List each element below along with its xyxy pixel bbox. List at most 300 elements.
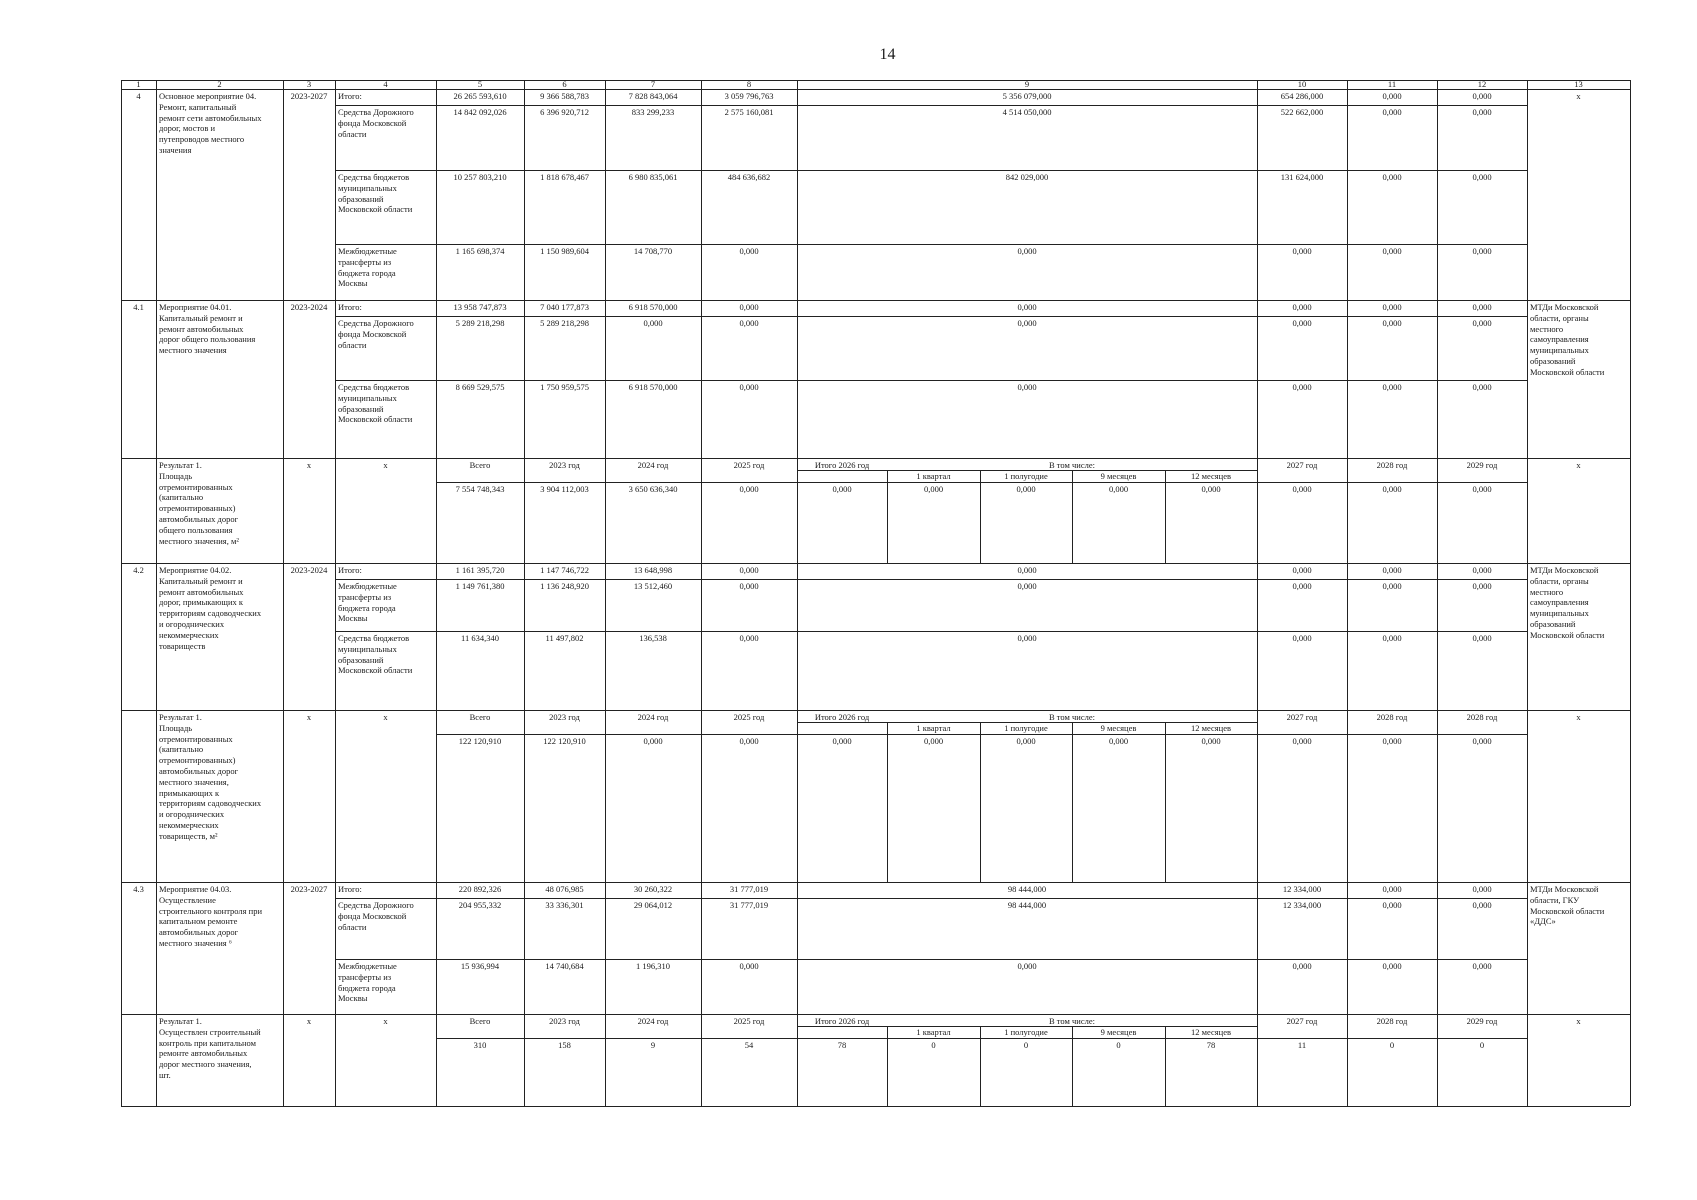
- amount-total: 14 842 092,026: [453, 107, 507, 117]
- result-header-including: В том числе:: [1049, 460, 1095, 470]
- table-rule: [121, 1106, 1630, 1107]
- table-rule: [121, 89, 1630, 90]
- amount-2023: 1 147 746,722: [540, 565, 589, 575]
- column-number: 5: [477, 79, 483, 89]
- result-value-2025: 0,000: [739, 736, 759, 746]
- table-rule: [1630, 300, 1631, 458]
- column-number: 10: [1297, 79, 1307, 89]
- table-rule: [436, 300, 437, 458]
- result-value-2023: 158: [558, 1040, 571, 1050]
- result-source-x: х: [383, 1016, 388, 1026]
- funding-source-label: Итого:: [338, 91, 362, 101]
- amount-2024: 6 918 570,000: [628, 382, 678, 392]
- amount-2027: 12 334,000: [1282, 884, 1322, 894]
- funding-source-label: Межбюджетные трансферты из бюджета города Москвы: [338, 961, 397, 1004]
- amount-total: 1 165 698,374: [455, 246, 505, 256]
- result-source-x: х: [383, 460, 388, 470]
- table-rule: [335, 458, 336, 563]
- table-rule: [283, 89, 284, 300]
- table-rule: [121, 882, 1630, 883]
- result-header-2025: 2025 год: [733, 712, 765, 722]
- table-rule: [121, 458, 1630, 459]
- column-number: 8: [746, 79, 752, 89]
- table-rule: [1630, 458, 1631, 563]
- table-rule: [156, 1014, 157, 1106]
- table-rule: [1630, 563, 1631, 710]
- result-header-q1: 1 квартал: [916, 723, 951, 733]
- table-rule: [436, 1038, 1527, 1039]
- result-value-2026: 0,000: [832, 484, 852, 494]
- amount-total: 5 289 218,298: [455, 318, 505, 328]
- amount-2028: 0,000: [1382, 884, 1402, 894]
- result-header-2024: 2024 год: [637, 1016, 669, 1026]
- amount-2025: 0,000: [739, 318, 759, 328]
- amount-2024: 6 980 835,061: [628, 172, 678, 182]
- result-header-q1: 1 квартал: [916, 471, 951, 481]
- amount-2024: 13 512,460: [633, 581, 673, 591]
- column-number: 13: [1574, 79, 1583, 89]
- result-header-2028: 2028 год: [1376, 460, 1408, 470]
- table-rule: [797, 563, 798, 710]
- amount-2025: 0,000: [739, 633, 759, 643]
- table-rule: [1257, 563, 1258, 710]
- table-rule: [701, 710, 702, 882]
- amount-2027: 0,000: [1292, 318, 1312, 328]
- result-header-2026-total: Итого 2026 год: [814, 460, 870, 470]
- result-header-2029: 2029 год: [1466, 460, 1498, 470]
- result-header-9m: 9 месяцев: [1100, 471, 1137, 481]
- table-rule: [1630, 710, 1631, 882]
- table-rule: [283, 1014, 284, 1106]
- result-period-x: х: [306, 712, 312, 722]
- table-rule: [335, 105, 1527, 106]
- table-rule: [797, 1014, 798, 1106]
- result-header-9m: 9 месяцев: [1100, 1027, 1137, 1037]
- amount-total: 26 265 593,610: [453, 91, 507, 101]
- table-rule: [701, 300, 702, 458]
- table-rule: [121, 300, 122, 458]
- amount-2025: 0,000: [739, 246, 759, 256]
- amount-2025: 484 636,682: [727, 172, 771, 182]
- amount-2024: 136,538: [639, 633, 667, 643]
- amount-2023: 7 040 177,873: [540, 302, 589, 312]
- result-header-2026-total: Итого 2026 год: [814, 712, 870, 722]
- funding-source-label: Средства Дорожного фонда Московской области: [338, 318, 414, 350]
- amount-2029: 0,000: [1472, 633, 1492, 643]
- result-value-h1: 0,000: [1016, 736, 1036, 746]
- row-number: 4.1: [133, 302, 144, 312]
- table-rule: [121, 710, 1630, 711]
- result-value-2024: 9: [650, 1040, 656, 1050]
- table-rule: [605, 300, 606, 458]
- result-header-h1: 1 полугодие: [1004, 1027, 1048, 1037]
- activity-name: Мероприятие 04.03. Осуществление строительного контроля при капитальном ремонте автомобильных дорог местного значения ⁶: [159, 884, 263, 948]
- table-rule: [1527, 563, 1528, 710]
- table-rule: [121, 710, 122, 882]
- result-header-2024: 2024 год: [637, 460, 669, 470]
- amount-2029: 0,000: [1472, 246, 1492, 256]
- result-header-2027: 2027 год: [1286, 1016, 1318, 1026]
- table-rule: [1527, 458, 1528, 563]
- table-rule: [605, 882, 606, 1014]
- table-rule: [524, 458, 525, 563]
- table-rule: [335, 959, 1527, 960]
- result-value-total: 310: [473, 1040, 487, 1050]
- amount-total: 220 892,326: [458, 884, 502, 894]
- page-number: 14: [879, 46, 896, 63]
- result-value-total: 122 120,910: [458, 736, 502, 746]
- amount-2029: 0,000: [1472, 565, 1492, 575]
- amount-2029: 0,000: [1472, 172, 1492, 182]
- amount-2027: 522 662,000: [1280, 107, 1324, 117]
- amount-2029: 0,000: [1472, 302, 1492, 312]
- result-header-total: Всего: [469, 712, 491, 722]
- result-value-h1: 0: [1023, 1040, 1029, 1050]
- amount-2025: 3 059 796,763: [724, 91, 774, 101]
- row-number: 4.2: [133, 565, 144, 575]
- amount-2029: 0,000: [1472, 961, 1492, 971]
- amount-2028: 0,000: [1382, 318, 1402, 328]
- row-number: 4.3: [133, 884, 144, 894]
- amount-2027: 654 286,000: [1280, 91, 1324, 101]
- amount-2028: 0,000: [1382, 900, 1402, 910]
- result-value-9m: 0: [1116, 1040, 1121, 1050]
- table-rule: [980, 470, 981, 563]
- table-rule: [797, 458, 798, 563]
- table-rule: [436, 89, 437, 300]
- table-rule: [1347, 89, 1348, 300]
- table-rule: [156, 458, 157, 563]
- result-header-2029: 2028 год: [1466, 712, 1498, 722]
- table-rule: [1437, 458, 1438, 563]
- result-value-2028: 0,000: [1382, 736, 1402, 746]
- result-value-2027: 0,000: [1292, 736, 1312, 746]
- table-rule: [1437, 563, 1438, 710]
- funding-source-label: Итого:: [338, 302, 362, 312]
- amount-2023: 1 136 248,920: [540, 581, 589, 591]
- table-rule: [1527, 1014, 1528, 1106]
- table-rule: [701, 563, 702, 710]
- implementation-period: 2023-2027: [290, 884, 328, 894]
- result-value-9m: 0,000: [1108, 484, 1129, 494]
- table-rule: [1347, 458, 1348, 563]
- table-rule: [524, 89, 525, 300]
- table-rule: [436, 734, 1527, 735]
- amount-total: 13 958 747,873: [453, 302, 507, 312]
- column-number: 4: [383, 79, 388, 89]
- table-rule: [524, 882, 525, 1014]
- amount-2023: 6 396 920,712: [540, 107, 589, 117]
- funding-source-label: Средства Дорожного фонда Московской области: [338, 900, 414, 932]
- amount-2026: 0,000: [1017, 633, 1037, 643]
- table-rule: [605, 1014, 606, 1106]
- table-rule: [797, 300, 798, 458]
- amount-2026: 0,000: [1017, 246, 1037, 256]
- amount-2024: 0,000: [643, 318, 663, 328]
- table-rule: [335, 316, 1527, 317]
- table-rule: [1072, 722, 1073, 882]
- result-header-2028: 2028 год: [1376, 712, 1408, 722]
- amount-2025: 0,000: [739, 581, 759, 591]
- table-rule: [980, 1026, 981, 1106]
- funding-source-label: Средства бюджетов муниципальных образований Московской области: [338, 633, 413, 676]
- table-rule: [436, 882, 437, 1014]
- result-period-x: х: [306, 1016, 312, 1026]
- amount-total: 10 257 803,210: [453, 172, 507, 182]
- amount-2028: 0,000: [1382, 246, 1402, 256]
- column-number: 11: [1387, 79, 1397, 89]
- responsible-executor: МТДи Московской области, органы местного самоуправления муниципальных образований Московской области: [1530, 302, 1605, 377]
- result-header-total: Всего: [469, 1016, 491, 1026]
- table-rule: [1630, 80, 1631, 89]
- activity-name: Основное мероприятие 04. Ремонт, капитальный ремонт сети автомобильных дорог, мостов и путепроводов местного значения: [159, 91, 262, 155]
- result-header-2025: 2025 год: [733, 1016, 765, 1026]
- amount-2027: 0,000: [1292, 581, 1312, 591]
- table-rule: [335, 563, 336, 710]
- funding-source-label: Средства бюджетов муниципальных образований Московской области: [338, 382, 413, 425]
- table-rule: [605, 89, 606, 300]
- table-rule: [335, 710, 336, 882]
- table-rule: [605, 710, 606, 882]
- result-header-including: В том числе:: [1049, 712, 1095, 722]
- amount-2028: 0,000: [1382, 172, 1402, 182]
- column-number: 6: [562, 79, 567, 89]
- amount-2027: 0,000: [1292, 302, 1312, 312]
- table-rule: [1437, 882, 1438, 1014]
- result-value-2023: 122 120,910: [543, 736, 586, 746]
- amount-2024: 14 708,770: [633, 246, 673, 256]
- result-value-2027: 0,000: [1292, 484, 1312, 494]
- table-rule: [1347, 710, 1348, 882]
- table-rule: [1527, 710, 1528, 882]
- amount-2024: 833 299,233: [631, 107, 675, 117]
- table-rule: [156, 563, 157, 710]
- table-rule: [121, 1014, 122, 1106]
- amount-2025: 2 575 160,081: [724, 107, 774, 117]
- result-header-h1: 1 полугодие: [1004, 723, 1048, 733]
- result-header-including: В том числе:: [1049, 1016, 1095, 1026]
- table-rule: [524, 710, 525, 882]
- amount-2026: 98 444,000: [1007, 900, 1047, 910]
- funding-source-label: Итого:: [338, 884, 362, 894]
- table-rule: [121, 458, 122, 563]
- result-value-12m: 0,000: [1201, 736, 1221, 746]
- amount-2028: 0,000: [1382, 91, 1402, 101]
- result-header-2024: 2024 год: [637, 712, 669, 722]
- result-header-12m: 12 месяцев: [1190, 723, 1231, 733]
- amount-2029: 0,000: [1472, 318, 1492, 328]
- amount-2023: 11 497,802: [545, 633, 584, 643]
- table-rule: [1257, 89, 1258, 300]
- result-value-2025: 54: [744, 1040, 754, 1050]
- table-rule: [335, 882, 336, 1014]
- amount-2025: 31 777,019: [729, 884, 769, 894]
- amount-total: 11 634,340: [461, 633, 499, 643]
- amount-2028: 0,000: [1382, 633, 1402, 643]
- amount-2023: 33 336,301: [545, 900, 584, 910]
- table-rule: [335, 631, 1527, 632]
- result-header-2023: 2023 год: [549, 1016, 580, 1026]
- amount-2025: 0,000: [739, 961, 759, 971]
- table-rule: [283, 300, 284, 458]
- amount-total: 204 955,332: [458, 900, 502, 910]
- table-rule: [1072, 1026, 1073, 1106]
- amount-2029: 0,000: [1472, 107, 1492, 117]
- table-rule: [701, 882, 702, 1014]
- table-rule: [436, 482, 1527, 483]
- amount-2028: 0,000: [1382, 581, 1402, 591]
- column-number: 2: [217, 79, 222, 89]
- result-executor-x: х: [1576, 460, 1581, 470]
- table-rule: [335, 898, 1527, 899]
- amount-2029: 0,000: [1472, 91, 1492, 101]
- amount-2024: 30 260,322: [633, 884, 673, 894]
- table-rule: [980, 722, 981, 882]
- amount-2026: 842 029,000: [1005, 172, 1049, 182]
- amount-2027: 0,000: [1292, 382, 1312, 392]
- table-rule: [1630, 882, 1631, 1014]
- amount-2026: 4 514 050,000: [1002, 107, 1052, 117]
- amount-2023: 48 076,985: [545, 884, 584, 894]
- result-value-9m: 0,000: [1108, 736, 1129, 746]
- result-value-2028: 0,000: [1382, 484, 1402, 494]
- activity-name: Мероприятие 04.01. Капитальный ремонт и ремонт автомобильных дорог общего пользования местного значения: [159, 302, 256, 356]
- amount-2026: 0,000: [1017, 382, 1037, 392]
- result-value-2029: 0,000: [1472, 484, 1492, 494]
- table-rule: [1437, 300, 1438, 458]
- result-executor-x: х: [1576, 712, 1581, 722]
- table-rule: [1347, 1014, 1348, 1106]
- table-rule: [1347, 563, 1348, 710]
- amount-2025: 31 777,019: [729, 900, 769, 910]
- result-value-q1: 0,000: [923, 736, 944, 746]
- amount-2023: 5 289 218,298: [540, 318, 589, 328]
- funding-source-label: Межбюджетные трансферты из бюджета города Москвы: [338, 246, 397, 289]
- funding-source-label: Итого:: [338, 565, 362, 575]
- responsible-executor: МТДи Московской области, органы местного самоуправления муниципальных образований Московской области: [1530, 565, 1605, 640]
- table-rule: [436, 1014, 437, 1106]
- table-rule: [335, 170, 1527, 171]
- table-rule: [1165, 722, 1166, 882]
- amount-2023: 1 750 959,575: [540, 382, 589, 392]
- result-source-x: х: [383, 712, 388, 722]
- table-rule: [1347, 300, 1348, 458]
- amount-2027: 12 334,000: [1282, 900, 1322, 910]
- responsible-executor: х: [1576, 91, 1581, 101]
- amount-2027: 0,000: [1292, 961, 1312, 971]
- amount-2027: 0,000: [1292, 565, 1312, 575]
- amount-2024: 13 648,998: [633, 565, 673, 575]
- implementation-period: 2023-2024: [290, 565, 328, 575]
- table-rule: [1257, 458, 1258, 563]
- table-rule: [701, 1014, 702, 1106]
- table-rule: [524, 1014, 525, 1106]
- amount-2023: 9 366 588,783: [540, 91, 589, 101]
- column-number: 9: [1024, 79, 1030, 89]
- amount-2027: 0,000: [1292, 633, 1312, 643]
- result-name: Результат 1. Осуществлен строительный контроль при капитальном ремонте автомобильных дорог местного значения, шт.: [159, 1016, 261, 1080]
- result-value-2026: 78: [837, 1040, 847, 1050]
- table-rule: [605, 458, 606, 563]
- table-rule: [1437, 710, 1438, 882]
- table-rule: [1437, 1014, 1438, 1106]
- funding-source-label: Межбюджетные трансферты из бюджета города Москвы: [338, 581, 397, 624]
- result-executor-x: х: [1576, 1016, 1581, 1026]
- amount-2024: 29 064,012: [633, 900, 673, 910]
- table-rule: [1165, 470, 1166, 563]
- table-rule: [1630, 89, 1631, 300]
- table-rule: [524, 563, 525, 710]
- table-rule: [887, 722, 888, 882]
- table-rule: [335, 1014, 336, 1106]
- amount-2027: 0,000: [1292, 246, 1312, 256]
- table-rule: [1437, 89, 1438, 300]
- amount-2025: 0,000: [739, 302, 759, 312]
- table-rule: [335, 579, 1527, 580]
- amount-2026: 5 356 079,000: [1002, 91, 1052, 101]
- table-rule: [701, 458, 702, 563]
- responsible-executor: МТДи Московской области, ГКУ Московской области «ДДС»: [1530, 884, 1605, 927]
- result-value-q1: 0: [931, 1040, 936, 1050]
- table-rule: [121, 882, 122, 1014]
- result-header-2027: 2027 год: [1286, 460, 1318, 470]
- table-rule: [1257, 710, 1258, 882]
- amount-2023: 1 150 989,604: [540, 246, 589, 256]
- amount-2029: 0,000: [1472, 884, 1492, 894]
- amount-2029: 0,000: [1472, 900, 1492, 910]
- table-rule: [335, 244, 1527, 245]
- table-rule: [335, 300, 336, 458]
- table-rule: [1527, 300, 1528, 458]
- table-rule: [436, 563, 437, 710]
- table-rule: [1527, 882, 1528, 1014]
- result-header-q1: 1 квартал: [916, 1027, 951, 1037]
- result-value-total: 7 554 748,343: [455, 484, 505, 494]
- table-rule: [283, 882, 284, 1014]
- column-number: 3: [306, 79, 312, 89]
- result-value-2024: 0,000: [643, 736, 663, 746]
- amount-2025: 0,000: [739, 565, 759, 575]
- table-rule: [335, 380, 1527, 381]
- table-rule: [1347, 882, 1348, 1014]
- result-period-x: х: [306, 460, 312, 470]
- amount-2027: 131 624,000: [1280, 172, 1324, 182]
- amount-total: 1 161 395,720: [455, 565, 505, 575]
- table-rule: [524, 300, 525, 458]
- table-rule: [887, 1026, 888, 1106]
- column-number: 12: [1477, 79, 1487, 89]
- amount-2028: 0,000: [1382, 961, 1402, 971]
- result-header-total: Всего: [469, 460, 491, 470]
- column-number: 1: [136, 79, 141, 89]
- result-header-12m: 12 месяцев: [1190, 1027, 1231, 1037]
- funding-source-label: Средства бюджетов муниципальных образований Московской области: [338, 172, 413, 215]
- amount-2028: 0,000: [1382, 565, 1402, 575]
- table-rule: [121, 563, 1630, 564]
- table-rule: [121, 300, 1630, 301]
- result-value-q1: 0,000: [923, 484, 944, 494]
- result-value-12m: 78: [1206, 1040, 1216, 1050]
- table-rule: [1527, 89, 1528, 300]
- amount-2026: 0,000: [1017, 318, 1037, 328]
- amount-2028: 0,000: [1382, 107, 1402, 117]
- table-rule: [283, 710, 284, 882]
- table-rule: [283, 563, 284, 710]
- table-rule: [1165, 1026, 1166, 1106]
- column-number: 7: [650, 79, 656, 89]
- amount-2029: 0,000: [1472, 581, 1492, 591]
- table-rule: [156, 710, 157, 882]
